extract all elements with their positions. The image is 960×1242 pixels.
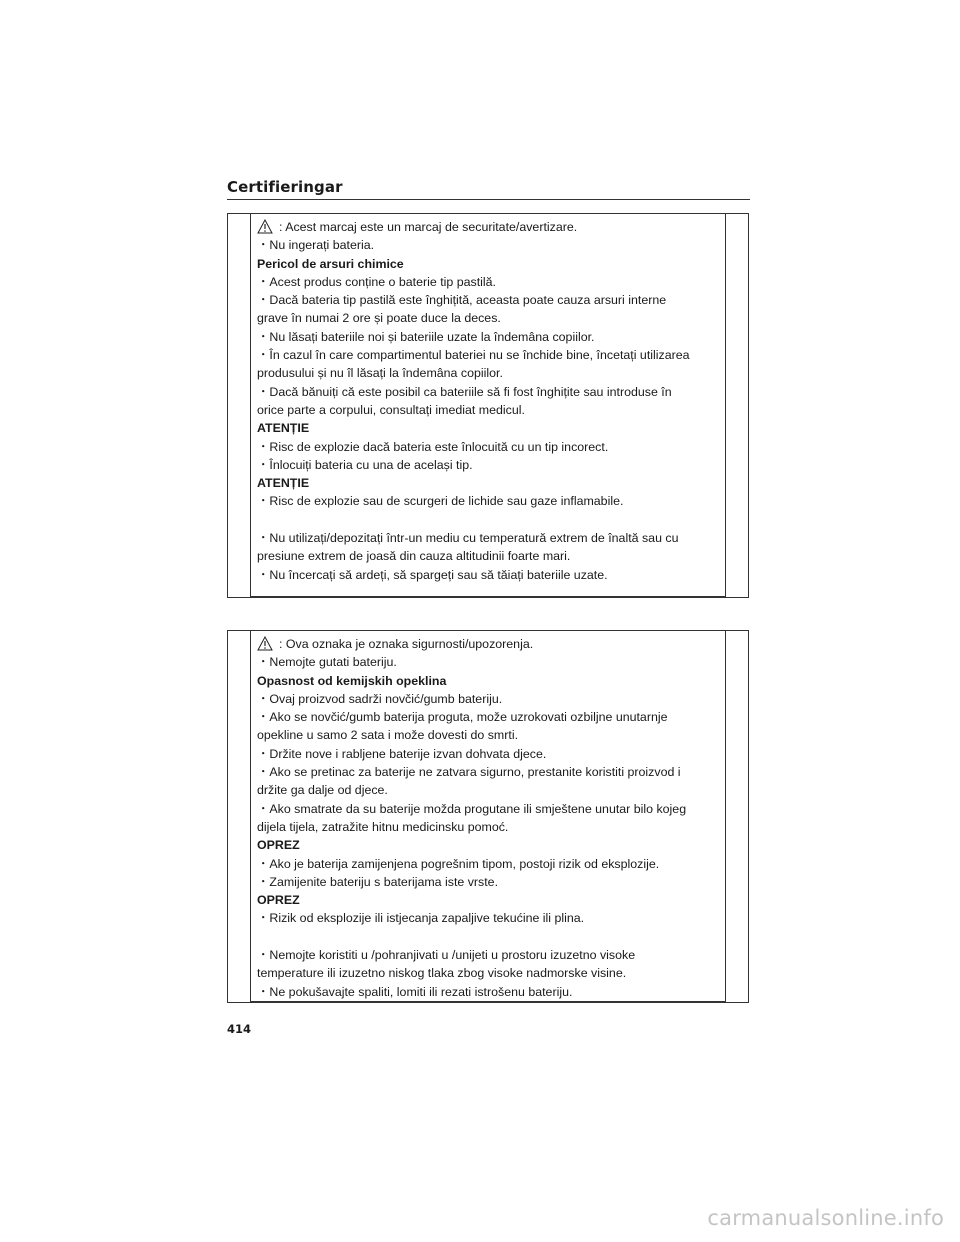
text-line — [257, 873, 720, 891]
text-line — [257, 763, 720, 781]
line-text: ・Nemojte gutati bateriju. — [257, 655, 397, 670]
heading-divider — [227, 199, 750, 200]
line-text: ・Dacă bateria tip pastilă este înghițită, aceasta poate cauza arsuri interne — [257, 293, 667, 308]
text-line — [257, 291, 720, 309]
line-text: ・Nu încercați să ardeți, să spargeți sau să tăiați bateriile uzate. — [257, 567, 608, 582]
warning-text-block — [257, 635, 720, 1001]
line-text: ・Nu utilizați/depozitați într-un mediu cu temperatură extrem de înaltă sau cu — [257, 531, 679, 546]
text-line — [257, 346, 720, 364]
text-line — [257, 983, 720, 1001]
line-text: ・Zamijenite bateriju s baterijama iste vrste. — [257, 874, 499, 889]
line-text: presiune extrem de joasă din cauza altitudinii foarte mari. — [257, 549, 571, 564]
box-bottom-rule — [250, 1001, 726, 1002]
text-line — [257, 309, 720, 327]
line-text: : Ova oznaka je oznaka sigurnosti/upozorenja. — [279, 637, 534, 651]
text-line — [257, 364, 720, 382]
line-text: ATENȚIE — [257, 421, 310, 436]
line-text: ・Nu lăsați bateriile noi și bateriile uzate la îndemâna copiilor. — [257, 329, 595, 344]
text-line — [257, 928, 720, 946]
text-line — [257, 946, 720, 964]
text-line — [257, 708, 720, 726]
warning-heading — [257, 836, 720, 854]
line-text: ATENȚIE — [257, 476, 310, 491]
line-text: OPREZ — [257, 838, 300, 853]
line-text: ・Risc de explozie dacă bateria este înlocuită cu un tip incorect. — [257, 439, 609, 454]
text-line — [257, 273, 720, 291]
section-heading: Certifieringar — [227, 178, 343, 196]
text-line — [257, 456, 720, 474]
text-line — [257, 511, 720, 529]
line-text: Pericol de arsuri chimice — [257, 256, 404, 271]
line-text: ・Ovaj proizvod sadrži novčić/gumb bateriju. — [257, 691, 503, 706]
line-text: ・Dacă bănuiți că este posibil ca bateriile să fi fost înghițite sau introduse în — [257, 384, 672, 399]
line-text: ・Držite nove i rabljene baterije izvan dohvata djece. — [257, 746, 547, 761]
line-text: ・Ne pokušavajte spaliti, lomiti ili rezati istrošenu bateriju. — [257, 984, 573, 999]
warning-heading — [257, 474, 720, 492]
text-line — [257, 401, 720, 419]
box-left-column — [228, 631, 251, 1002]
warning-triangle-icon — [257, 219, 273, 234]
warning-heading — [257, 419, 720, 437]
box-left-column — [228, 214, 251, 597]
line-text: držite ga dalje od djece. — [257, 783, 388, 798]
box-bottom-rule — [250, 596, 726, 597]
line-text: dijela tijela, zatražite hitnu medicinsku pomoć. — [257, 819, 509, 834]
text-line — [257, 781, 720, 799]
line-text: grave în numai 2 ore și poate duce la deces. — [257, 311, 501, 326]
line-text: temperature ili izuzetno niskog tlaka zbog visoke nadmorske visine. — [257, 966, 627, 981]
warning-heading — [257, 672, 720, 690]
page-number: 414 — [227, 1022, 252, 1036]
symbol-definition-line — [257, 218, 720, 236]
line-text: : Acest marcaj este un marcaj de securitate/avertizare. — [279, 220, 578, 234]
text-line — [257, 909, 720, 927]
watermark: carmanualsonline.info — [707, 1206, 944, 1230]
line-text: ・Nu ingerați bateria. — [257, 238, 375, 253]
text-line — [257, 800, 720, 818]
text-line — [257, 328, 720, 346]
text-line — [257, 438, 720, 456]
box-right-column — [725, 631, 748, 1002]
warning-heading — [257, 891, 720, 909]
text-line — [257, 818, 720, 836]
text-line — [257, 964, 720, 982]
text-line — [257, 726, 720, 744]
symbol-definition-line — [257, 635, 720, 653]
box-right-column — [725, 214, 748, 597]
line-text: ・Acest produs conține o baterie tip pastilă. — [257, 274, 496, 289]
text-line — [257, 855, 720, 873]
line-text: ・În cazul în care compartimentul bateriei nu se închide bine, încetați utilizarea — [257, 348, 690, 363]
line-text: orice parte a corpului, consultați imediat medicul. — [257, 402, 525, 417]
line-text: ・Ako smatrate da su baterije možda progutane ili smještene unutar bilo kojeg — [257, 801, 687, 816]
line-text: produsului și nu îl lăsați la îndemâna copiilor. — [257, 366, 503, 381]
line-text: ・Nemojte koristiti u /pohranjivati u /unijeti u prostoru izuzetno visoke — [257, 948, 636, 963]
line-text: ・Înlocuiți bateria cu una de același tip. — [257, 457, 473, 472]
text-line — [257, 236, 720, 254]
line-text: ・Ako se pretinac za baterije ne zatvara sigurno, prestanite koristiti proizvod i — [257, 765, 681, 780]
warning-box-croatian — [227, 630, 749, 1003]
line-text: OPREZ — [257, 893, 300, 908]
text-line — [257, 383, 720, 401]
text-line — [257, 547, 720, 565]
line-text: ・Risc de explozie sau de scurgeri de lichide sau gaze inflamabile. — [257, 494, 624, 509]
line-text: Opasnost od kemijskih opeklina — [257, 673, 447, 688]
warning-heading — [257, 255, 720, 273]
text-line — [257, 492, 720, 510]
line-text: ・Rizik od eksplozije ili istjecanja zapaljive tekućine ili plina. — [257, 911, 585, 926]
text-line — [257, 566, 720, 584]
text-line — [257, 653, 720, 671]
line-text: ・Ako je baterija zamijenjena pogrešnim tipom, postoji rizik od eksplozije. — [257, 856, 660, 871]
text-line — [257, 690, 720, 708]
text-line — [257, 529, 720, 547]
warning-text-block — [257, 218, 720, 584]
line-text: opekline u samo 2 sata i može dovesti do smrti. — [257, 728, 519, 743]
text-line — [257, 745, 720, 763]
line-text: ・Ako se novčić/gumb baterija proguta, može uzrokovati ozbiljne unutarnje — [257, 710, 668, 725]
warning-box-romanian — [227, 213, 749, 598]
warning-triangle-icon — [257, 636, 273, 651]
